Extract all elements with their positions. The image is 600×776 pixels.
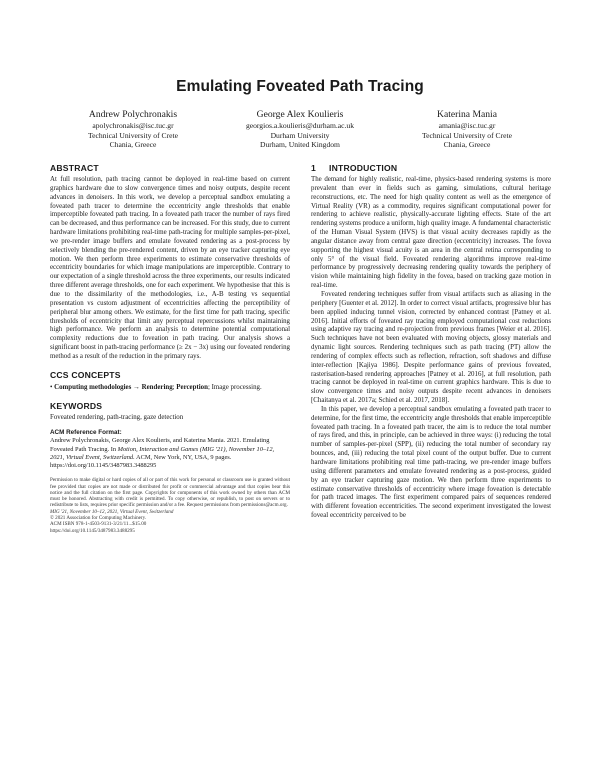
intro-paragraph-1: The demand for highly realistic, real-time, physics-based rendering systems is more prevalent than ever in fields such as gaming, simulations, cultural heritage reconstructions, etc. The need for high quality content as well as the emergence of Virtual Reality (VR) as a commodity, requires significant computational power for rendering to achieve realistic, physically-accurate lighting effects. State of the art rendering systems produce a uniform, high quality image. A fundamental characteristic of the Human Visual System (HVS) is that visual acuity decreases rapidly as the angular distance away from central gaze direction (eccentricity) increases. The fovea supporting the highest visual acuity is an area in the central retina corresponding to only 5° of the visual field. Foveated rendering algorithms improve real-time performance by progressively decreasing rendering quality towards the periphery of vision while maintaining high fidelity in the fovea, based on tracking gaze motion in real-time. bbox=[311, 176, 551, 290]
author-name: Katerina Mania bbox=[437, 109, 497, 120]
author-block bbox=[50, 109, 550, 150]
author-3 bbox=[384, 109, 550, 150]
reference-format-text bbox=[50, 437, 290, 470]
ccs-tail: ; Image processing. bbox=[207, 383, 262, 391]
reference-format-heading: ACM Reference Format: bbox=[50, 429, 122, 437]
section-number: 1 bbox=[311, 163, 316, 173]
intro-paragraph-2: Foveated rendering techniques suffer from visual artifacts such as aliasing in the periphery [Guenter et al. 2012]. In order to correct visual artifacts, progressive blur has been applied inducing tunnel vision, corrected by enhanced contrast [Patney et al. 2016]. Initial efforts of foveated ray tracing employed computational cost reductions using adaptive ray tracing and re-projection from previous frames [Weier et al. 2016]. Such techniques have not been evaluated with moving objects, glossy materials and dynamic light sources. Rendering techniques such as path tracing (PT) allow the rendering of complex effects such as reflection, refraction, soft shadows and diffuse inter-reflection [Kajiya 1986]. Despite performance gains of previous foveated, rasterisation-based rendering approaches [Patney et al. 2016], at full resolution, path tracing cannot be deployed in real-time on current graphics hardware. This is due to slow convergence times and noisy outputs despite recent advances in denoisers [Chaitanya et al. 2017a; Schied et al. 2017, 2018]. bbox=[311, 290, 551, 405]
ccs-bullet: • bbox=[50, 383, 55, 391]
author-affiliation: Technical University of Crete bbox=[422, 130, 512, 140]
author-2 bbox=[217, 109, 383, 150]
author-email: georgios.a.koulieris@durham.ac.uk bbox=[245, 121, 355, 130]
author-1 bbox=[50, 109, 216, 150]
reference-venue: Motion, Interaction and Games (MIG '21), November 10–12, 2021, Virtual Event, Switzerland. bbox=[50, 445, 275, 461]
left-column bbox=[50, 162, 290, 534]
author-location: Chania, Greece bbox=[109, 140, 157, 150]
ccs-term-computing: Computing methodologies bbox=[54, 383, 132, 391]
ccs-heading: CCS CONCEPTS bbox=[50, 369, 121, 380]
abstract-text: At full resolution, path tracing cannot be deployed in real-time based on current graphics hardware due to slow convergence times and noisy outputs, despite recent advances in denoisers. In this work, we develop a perceptual sandbox emulating a foveated path tracer to determine the eccentricity angle thresholds that enable imperceptible foveated path tracing. In a foveated path tracer the number of rays fired can be decreased, and thus performance can be increased. For this study, due to current hardware limitations prohibiting real-time path-tracing for multiple samples-per-pixel, we pre-render image buffers and emulate foveated rendering as a post-process by selectively blending the pre-rendered content, driven by an eye tracker capturing eye motion. We then perform three experiments to estimate conservative thresholds of eccentricity boundaries for which image manipulations are imperceptible. Contrary to our expectation of a single threshold across the three experiments, our results indicated three different average thresholds, one for each experiment. We hypothesise that this is due to the dissimilarity of the methodologies, i.e., A-B testing vs sequential presentation vs custom adjustment of eccentricities affecting the perceptibility of peripheral blur among others. We estimate, for the first time for path tracing, specific thresholds of eccentricity that limit any perceptual repercussions whilst maintaining high performance. We perform an analysis to determine potential computational complexity reductions due to foveation in path tracing. Our analysis shows a significant boost in path-tracing performance (≥ 2x − 3x) using our foveated rendering method as a result of the reduction in the primary rays. bbox=[50, 176, 290, 360]
intro-paragraph-3: In this paper, we develop a perceptual sandbox emulating a foveated path tracer to determine, for the first time, the eccentricity angle thresholds that enable imperceptible foveated path tracing. In a foveated path tracer, the aim is to reduce the total number of rays fired, and this, in principle, can be achieved in three ways: (i) reducing the total number of samples-per-pixel (SPP), (ii) reducing the total number of secondary ray bounces, and, (iii) reducing the total pixel count of the output buffer. Due to current hardware limitations prohibiting real time path-tracing, we pre-render image buffers using different parameters and emulate foveated rendering as a post-process, guided by an eye tracker capturing gaze motion. We then perform three experiments to estimate conservative thresholds of eccentricity where image foveation is detectable for path traced images. The first experiment compared pairs of sequences rendered with different foveation eccentricities. The second experiment investigated the lowest foveal eccentricity perceived to be bbox=[311, 405, 551, 520]
author-location: Durham, United Kingdom bbox=[260, 140, 340, 150]
author-name: Andrew Polychronakis bbox=[88, 109, 178, 120]
doi-line: https://doi.org/10.1145/3487983.3488295 bbox=[50, 527, 135, 534]
keywords-text: Foveated rendering, path-tracing, gaze detection bbox=[50, 413, 184, 421]
venue-line-text: MIG '21, November 10–12, 2021, Virtual Event, Switzerland bbox=[50, 508, 174, 515]
author-email: amania@isc.tuc.gr bbox=[438, 121, 496, 130]
reference-tail: ACM, New York, NY, USA, 9 pages. https://doi.org/10.1145/3487983.3488295 bbox=[50, 453, 232, 470]
permission-notice: Permission to make digital or hard copies of all or part of this work for personal or classroom use is granted without fee provided that copies are not made or distributed for profit or commercial advantage and that copies bear this notice and the full citation on the first page. Copyrights for components of this work owned by others than ACM must be honored. Abstracting with credit is permitted. To copy otherwise, or republish, to post on servers or to redistribute to lists, requires prior specific permission and/or a fee. Request permissions from permissions@acm.org. bbox=[50, 477, 290, 509]
author-affiliation: Technical University of Crete bbox=[88, 130, 178, 140]
ccs-term-perception: Perception bbox=[176, 383, 208, 391]
author-location: Chania, Greece bbox=[443, 140, 491, 150]
introduction-heading bbox=[311, 162, 551, 174]
copyright-line: © 2021 Association for Computing Machinery. bbox=[50, 515, 147, 521]
abstract-heading: ABSTRACT bbox=[50, 163, 99, 173]
paper-title: Emulating Foveated Path Tracing bbox=[176, 78, 424, 95]
author-name: George Alex Koulieris bbox=[256, 109, 344, 120]
ccs-separator: ; bbox=[172, 383, 177, 391]
author-affiliation: Durham University bbox=[270, 130, 330, 140]
ccs-term-rendering: Rendering bbox=[141, 383, 173, 391]
ccs-concepts bbox=[50, 384, 290, 393]
reference-authors: Andrew Polychronakis, George Alex Koulieris, and Katerina Mania. 2021. Emulating Foveated Path Tracing. In bbox=[50, 437, 270, 453]
isbn-line: ACM ISBN 978-1-4503-9131-3/21/11...$15.00 bbox=[50, 521, 147, 528]
right-column bbox=[311, 162, 551, 521]
section-title: INTRODUCTION bbox=[329, 163, 398, 173]
ccs-arrow: → bbox=[131, 383, 142, 391]
author-email: apolychronakis@isc.tuc.gr bbox=[92, 121, 174, 130]
keywords-heading: KEYWORDS bbox=[50, 400, 103, 411]
